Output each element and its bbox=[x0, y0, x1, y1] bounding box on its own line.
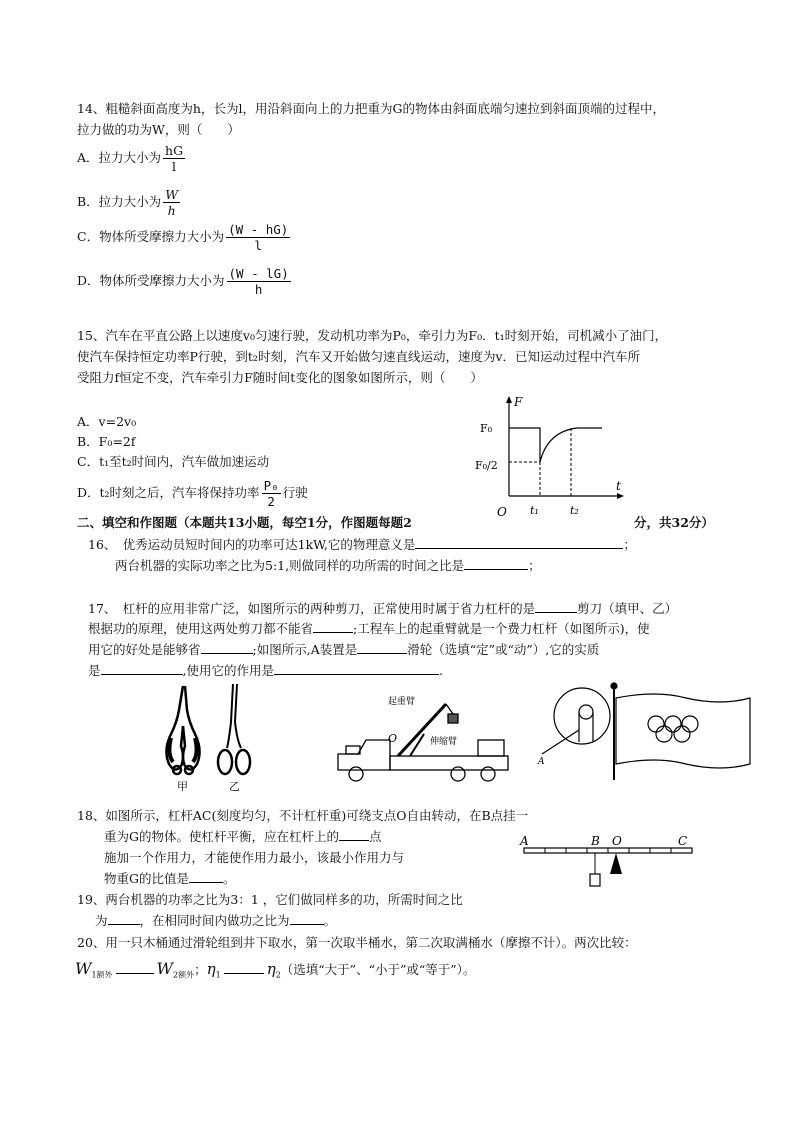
answer-blank[interactable] bbox=[290, 912, 324, 925]
fraction: $\frac{\text{P₀}}{2}$ bbox=[263, 478, 279, 509]
answer-blank[interactable] bbox=[224, 961, 264, 974]
answer-blank[interactable] bbox=[415, 536, 623, 549]
answer-blank[interactable] bbox=[464, 557, 528, 570]
scissors-figure bbox=[155, 682, 265, 792]
crane-truck-figure bbox=[328, 690, 528, 790]
fraction: $\frac{(W - lG)}{h}$ bbox=[228, 266, 289, 297]
answer-blank[interactable] bbox=[535, 600, 577, 613]
answer-blank[interactable] bbox=[201, 641, 253, 654]
y-axis-label: F bbox=[514, 395, 523, 409]
q19-line1: 19、两台机器的功率之比为3：1 ，它们做同样多的功，所需时间之比 bbox=[77, 892, 463, 907]
answer-blank[interactable] bbox=[274, 662, 439, 675]
lever-figure bbox=[520, 834, 700, 894]
y-tick-label: F₀/2 bbox=[475, 459, 498, 472]
y-tick-label: F₀ bbox=[480, 422, 493, 435]
force-curve bbox=[509, 428, 602, 462]
fulcrum-icon bbox=[610, 853, 622, 874]
section-2-heading-tail: 分，共32分） bbox=[634, 515, 714, 530]
x-tick-label: t₁ bbox=[530, 504, 539, 517]
x-axis-arrow bbox=[617, 493, 624, 499]
q14-stem-line2: 拉力做的功为W，则（ ） bbox=[77, 122, 240, 137]
q14-option-b: B．拉力大小为 $\frac{W}{h}$ bbox=[77, 187, 179, 218]
q15-option-c: C．t₁至t₂时间内，汽车做加速运动 bbox=[77, 454, 270, 469]
label-c: C bbox=[678, 834, 688, 848]
answer-blank[interactable] bbox=[108, 912, 140, 925]
q16-line2: 两台机器的实际功率之比为5:1,则做同样的功所需的时间之比是 ； bbox=[115, 558, 541, 573]
q15-option-d: D．t₂时刻之后，汽车将保持功率 $\frac{\text{P₀}}{2}$ 行驶 bbox=[77, 478, 308, 509]
flagpole-pulley-figure bbox=[536, 682, 756, 782]
y-axis-arrow bbox=[506, 396, 512, 403]
q18-line1: 18、如图所示，杠杆AC(刻度均匀，不计杠杆重)可绕支点O自由转动，在B点挂一 bbox=[77, 808, 529, 823]
weight-block bbox=[590, 874, 600, 886]
q14-option-a: A．拉力大小为 $\frac{hG}{l}$ bbox=[77, 143, 184, 174]
q18-line3: 施加一个作用力，才能使作用力最小，该最小作用力与 bbox=[104, 850, 405, 865]
section-2-heading: 二、填空和作图题（本题共13小题，每空1分，作图题每题2 bbox=[77, 515, 412, 530]
answer-blank[interactable] bbox=[339, 828, 369, 841]
fraction: $\frac{(W - hG)}{l}$ bbox=[228, 222, 289, 253]
label-a: A bbox=[520, 834, 529, 848]
q15-option-b: B．F₀=2f bbox=[77, 434, 136, 449]
origin-label: O bbox=[497, 505, 507, 519]
x-axis-label: t bbox=[616, 479, 621, 493]
q14-stem-line1: 14、粗糙斜面高度为h，长为l，用沿斜面向上的力把重为G的物体由斜面底端匀速拉到斜面顶端的过程中， bbox=[77, 101, 665, 116]
scissors-jia-icon bbox=[166, 686, 199, 774]
fraction: $\frac{hG}{l}$ bbox=[165, 143, 184, 174]
crane-truck-icon bbox=[338, 704, 508, 781]
fraction: $\frac{W}{h}$ bbox=[165, 187, 179, 218]
answer-blank[interactable] bbox=[313, 620, 353, 633]
answer-blank[interactable] bbox=[101, 662, 183, 675]
label-o: O bbox=[388, 732, 398, 745]
q14-option-c: C．物体所受摩擦力大小为 $\frac{(W - hG)}{l}$ bbox=[77, 222, 289, 253]
x-tick-label: t₂ bbox=[570, 504, 579, 517]
label-yi: 乙 bbox=[229, 780, 240, 793]
q20-line1: 20、用一只木桶通过滑轮组到井下取水，第一次取半桶水，第二次取满桶水（摩擦不计）。两次比较： bbox=[77, 935, 637, 950]
label-a: A bbox=[538, 757, 545, 767]
q17-line3: 用它的好处是能够省 ;如图所示,A装置是 滑轮（选填“定”或“动”）,它的实质 bbox=[88, 642, 600, 657]
scissors-yi-icon bbox=[218, 684, 250, 774]
answer-blank[interactable] bbox=[116, 961, 154, 974]
label-jia: 甲 bbox=[177, 780, 188, 793]
answer-blank[interactable] bbox=[189, 870, 223, 883]
q18-line4: 物重G的比值是 。 bbox=[104, 871, 236, 886]
q20-line2: $W_{1额外}$ $W_{2额外}$；$\eta_1$ $\eta_2$（选填“大于”、“小于”或“等于”）。 bbox=[75, 959, 476, 980]
q14-option-d: D．物体所受摩擦力大小为 $\frac{(W - lG)}{h}$ bbox=[77, 266, 289, 297]
q17-line1: 17、 杠杆的应用非常广泛，如图所示的两种剪刀，正常使用时属于省力杠杆的是 剪刀（填甲、乙） bbox=[88, 601, 678, 616]
label-shensuobi: 伸缩臂 bbox=[430, 737, 458, 747]
force-time-graph bbox=[470, 392, 630, 520]
q17-line2: 根据功的原理，使用这两处剪刀都不能省 ;工程车上的起重臂就是一个费力杠杆（如图所示)，使 bbox=[88, 621, 650, 636]
q15-stem-line2: 使汽车保持恒定功率P行驶，到t₂时刻，汽车又开始做匀速直线运动，速度为v．已知运动过程中汽车所 bbox=[77, 349, 641, 364]
q16-line1: 16、 优秀运动员短时间内的功率可达1kW,它的物理意义是 ； bbox=[88, 537, 636, 552]
q15-stem-line3: 受阻力f恒定不变，汽车牵引力F随时间t变化的图象如图所示，则（ ） bbox=[77, 370, 483, 385]
q19-line2: 为 ，在相同时间内做功之比为 。 bbox=[95, 913, 337, 928]
answer-blank[interactable] bbox=[357, 641, 407, 654]
label-qizhongbi: 起重臂 bbox=[388, 697, 416, 707]
label-b: B bbox=[591, 834, 600, 848]
flagpole-pulley-icon bbox=[542, 683, 750, 780]
q18-line2: 重为G的物体。使杠杆平衡，应在杠杆上的 点 bbox=[104, 829, 382, 844]
label-o: O bbox=[612, 834, 622, 848]
q17-line4: 是 ,使用它的作用是 . bbox=[88, 663, 443, 678]
q15-stem-line1: 15、汽车在平直公路上以速度v₀匀速行驶，发动机功率为P₀，牵引力为F₀．t₁时刻开始，司机减小了油门， bbox=[77, 328, 668, 343]
q15-option-a: A．v=2v₀ bbox=[77, 414, 137, 429]
